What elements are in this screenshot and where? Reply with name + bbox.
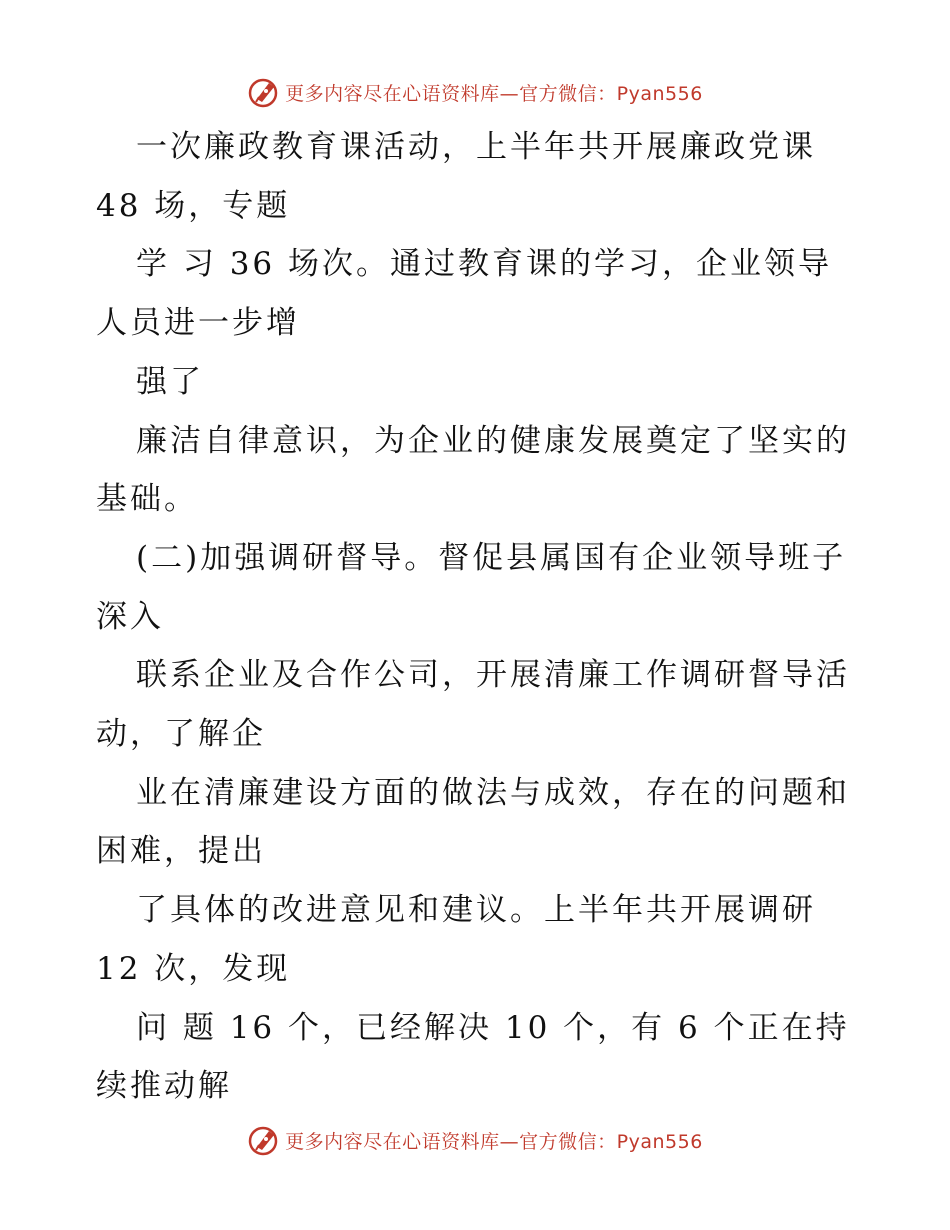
paragraph-5-line-2: 深入 (96, 598, 164, 635)
paragraph-7-line-2: 困难，提出 (96, 833, 266, 870)
header-watermark-banner (0, 72, 950, 112)
header-watermark-handle: Pyan556 (616, 82, 703, 105)
paragraph-4-line-2: 基础。 (96, 481, 198, 518)
paragraph-8-line-1: 了具体的改进意见和建议。上半年共开展调研 (136, 892, 816, 929)
paragraph-2-line-1: 学 习 36 场次。通过教育课的学习，企业领导 (136, 246, 833, 283)
paragraph-2 (96, 235, 856, 352)
paragraph-9-line-1: 问 题 16 个，已经解决 10 个，有 6 个正在持 (136, 1009, 850, 1046)
paragraph-1-line-1: 一次廉政教育课活动，上半年共开展廉政党课 (136, 129, 816, 165)
paragraph-5-line-1: (二)加强调研督导。督促县属国有企业领导班子 (136, 539, 847, 576)
pen-nib-circle-icon (247, 75, 281, 109)
header-watermark-text: 更多内容尽在心语资料库—官方微信：Pyan556 (285, 82, 703, 105)
paragraph-3-line-1: 强了 (136, 363, 204, 400)
footer-watermark-text: 更多内容尽在心语资料库—官方微信：Pyan556 (285, 1130, 703, 1153)
document-body (96, 118, 856, 1116)
paragraph-2-line-2: 人员进一步增 (96, 305, 300, 342)
paragraph-8-line-2: 12 次，发现 (96, 950, 291, 987)
paragraph-3 (96, 353, 856, 412)
paragraph-4-line-1: 廉洁自律意识，为企业的健康发展奠定了坚实的 (136, 422, 850, 459)
paragraph-4 (96, 412, 856, 529)
paragraph-6 (96, 646, 856, 763)
footer-watermark-banner (0, 1120, 950, 1160)
footer-watermark-handle: Pyan556 (616, 1130, 703, 1153)
pen-nib-circle-icon (247, 1123, 281, 1157)
paragraph-9-line-2: 续推动解 (96, 1068, 232, 1105)
paragraph-6-line-1: 联系企业及合作公司，开展清廉工作调研督导活 (136, 657, 850, 694)
paragraph-8 (96, 881, 856, 998)
paragraph-5 (96, 529, 856, 646)
paragraph-7 (96, 764, 856, 881)
paragraph-1-line-2: 48 场，专题 (96, 187, 291, 224)
paragraph-7-line-1: 业在清廉建设方面的做法与成效，存在的问题和 (136, 774, 850, 811)
paragraph-9 (96, 999, 856, 1116)
paragraph-1 (96, 118, 856, 235)
paragraph-6-line-2: 动，了解企 (96, 716, 266, 753)
